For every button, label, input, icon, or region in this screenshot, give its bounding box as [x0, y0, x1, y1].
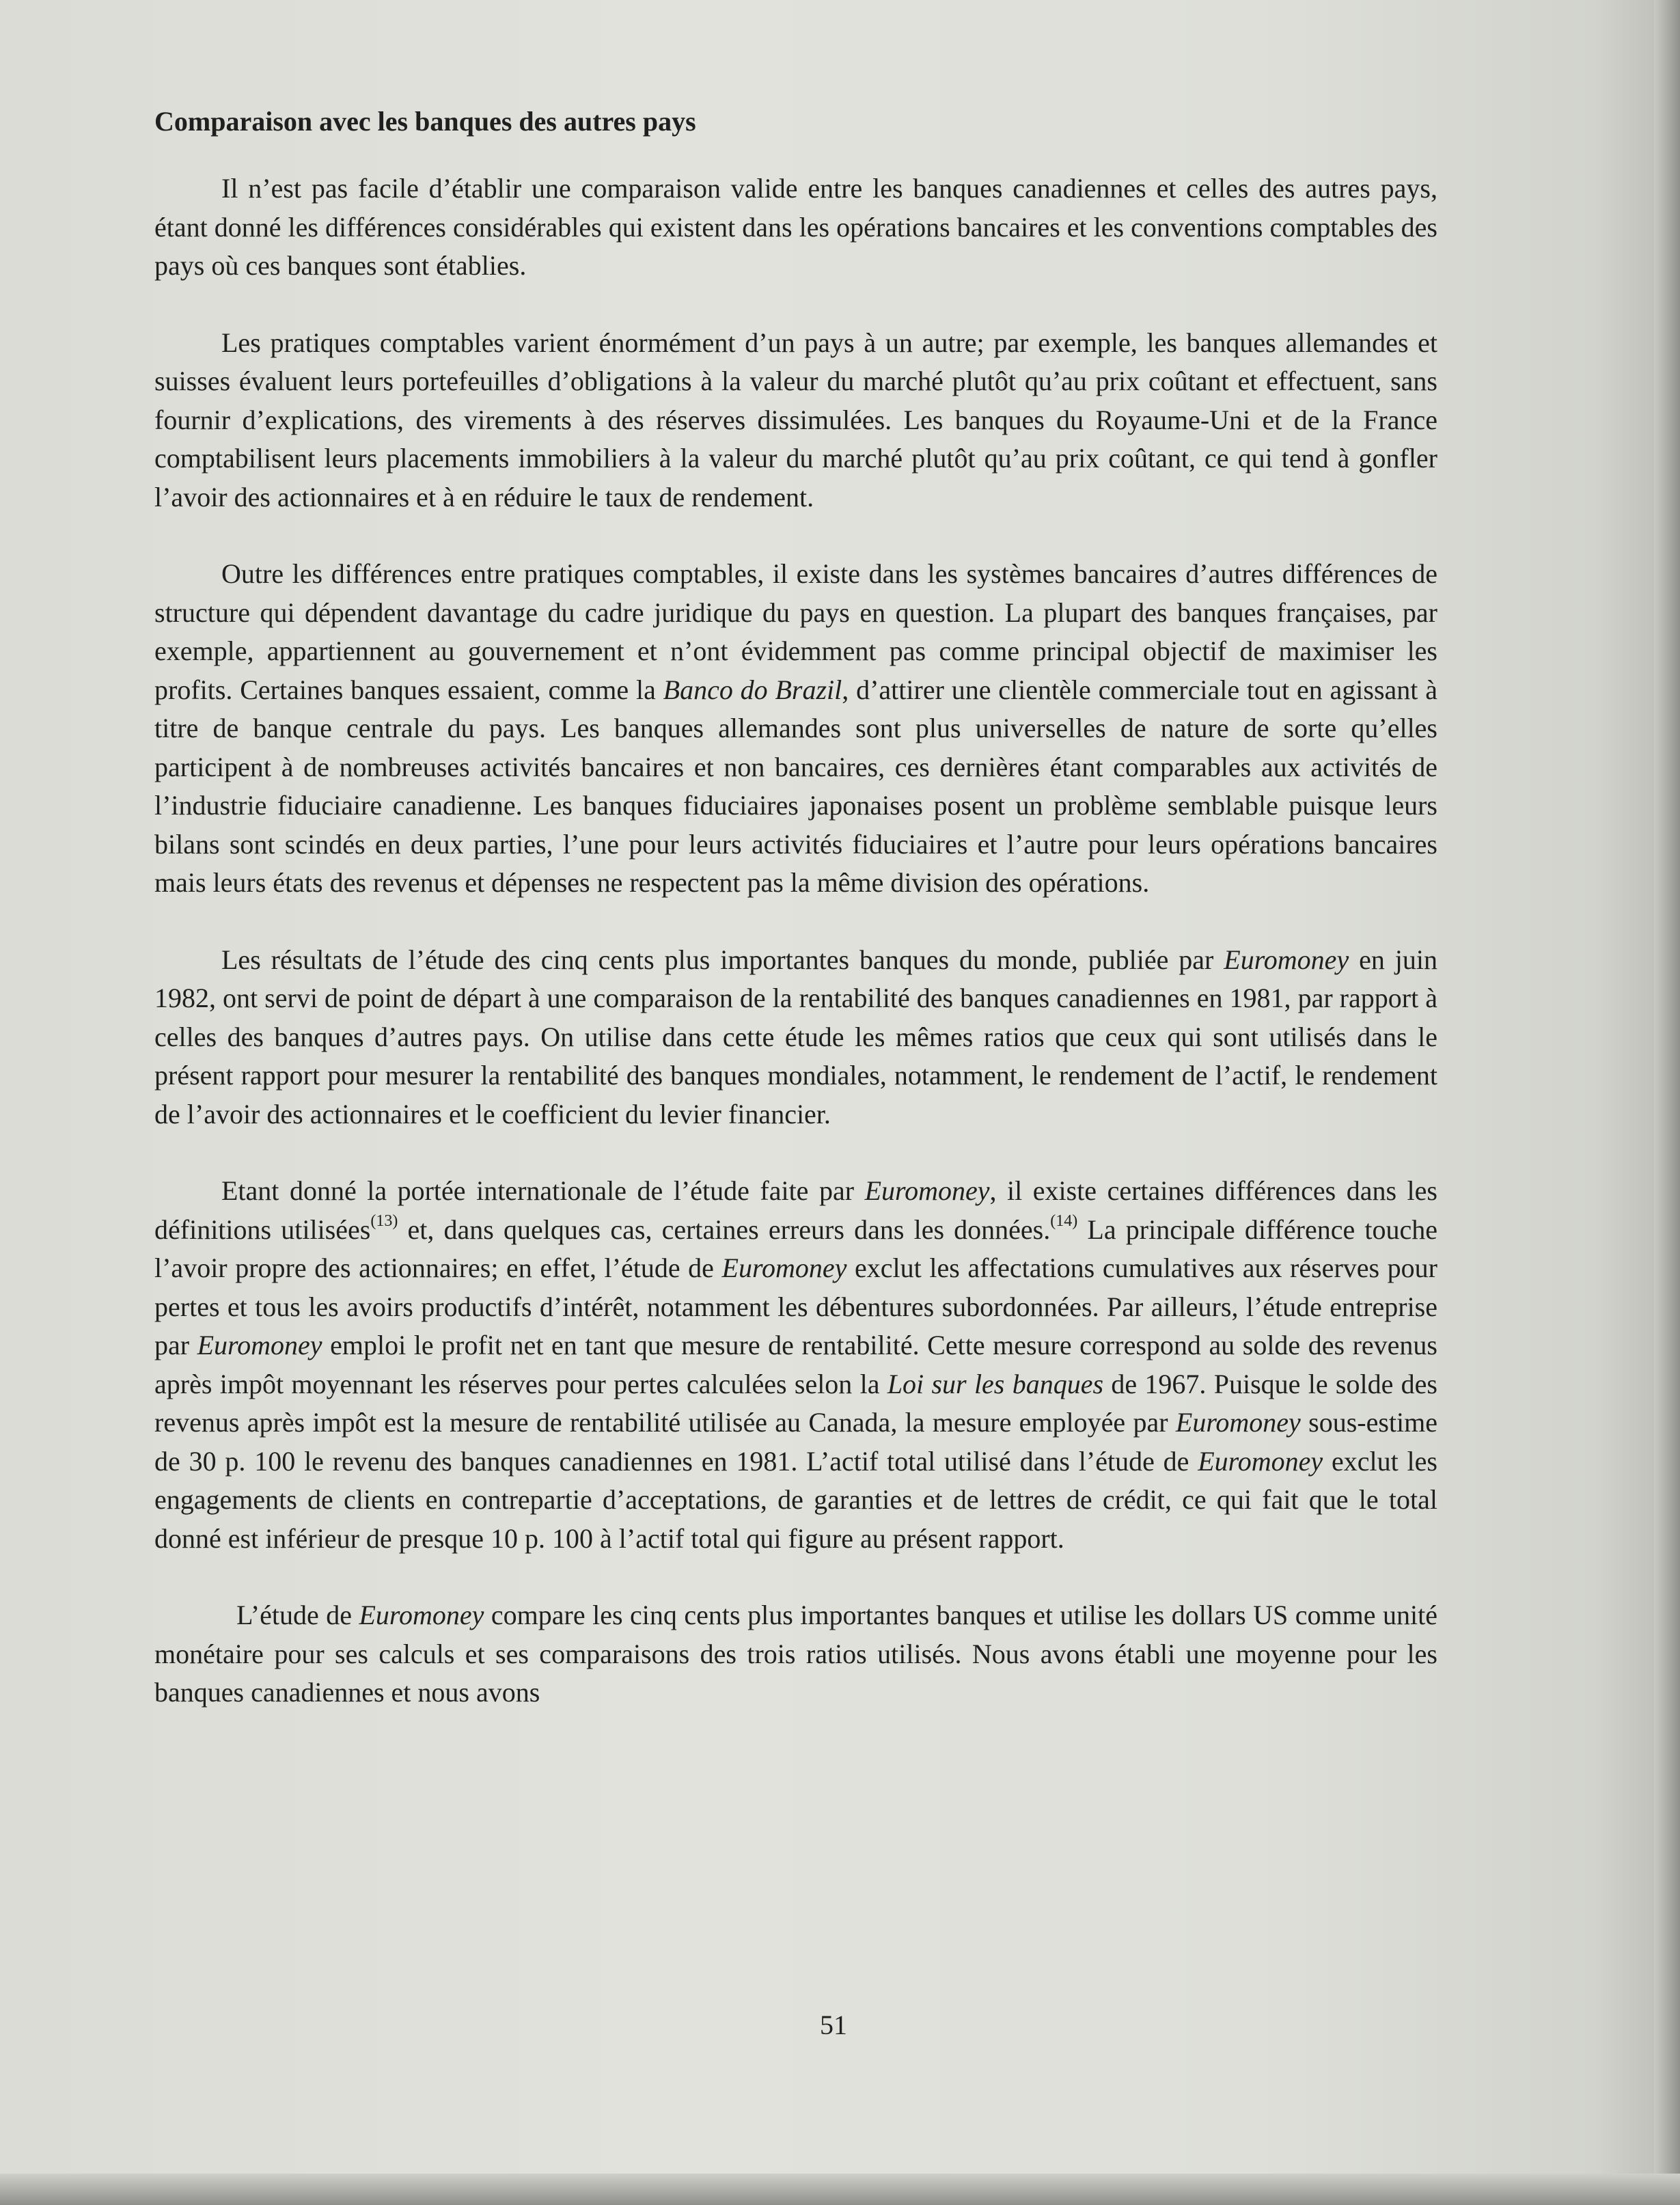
paragraph-5-text-c: et, dans quelques cas, certaines erreurs dans les données. — [398, 1214, 1051, 1245]
paragraph-5-italic-6: Euromoney — [1198, 1445, 1323, 1477]
footnote-ref-14: (14) — [1050, 1212, 1078, 1231]
section-heading: Comparaison avec les banques des autres pays — [154, 106, 696, 137]
paragraph-6-text-a: L’étude de — [236, 1600, 359, 1630]
paragraph-4-text-a: Les résultats de l’étude des cinq cents plus importantes banques du monde, publiée par — [221, 944, 1224, 975]
bottom-edge-shadow — [0, 2174, 1680, 2205]
paragraph-2: Les pratiques comptables varient énormément d’un pays à un autre; par exemple, les banques allemandes et suisses évaluent leurs portefeuilles d’obligations à la valeur du marché plutôt qu’au prix coûtant et effectuent, sans fournir d’explications, des virements à des réserves dissimulées. Les banques du Royaume-Uni et de la France comptabilisent leurs placements immobiliers à la valeur du marché plutôt qu’au prix coûtant, ce qui tend à gonfler l’avoir des actionnaires et à en réduire le taux de rendement. — [154, 327, 1437, 512]
paragraph-5-italic-4: Loi sur les banques — [887, 1368, 1104, 1399]
paragraph-6-text-b: compare les cinq cents plus importantes banques et utilise les dollars US comme unité monétaire pour ses calculs et ses comparaisons des trois ratios utilisés. Nous avons établi une moyenne pour les banques canadiennes et nous avons — [154, 1600, 1437, 1708]
paragraph-6-italic-1: Euromoney — [359, 1600, 484, 1630]
paragraph-4-italic-1: Euromoney — [1224, 944, 1349, 975]
paragraph-5-italic-2: Euromoney — [721, 1252, 847, 1283]
footnote-ref-13: (13) — [370, 1212, 398, 1231]
paragraph-5-text-h: sous-estime de 30 p. 100 le revenu des banques canadiennes en 1981. L’actif total utilisé dans l’étude de — [154, 1407, 1438, 1477]
paragraph-1: Il n’est pas facile d’établir une comparaison valide entre les banques canadiennes et celles des autres pays, étant donné les différences considérables qui existent dans les opérations bancaires et les conventions comptables des pays où ces banques sont établies. — [154, 173, 1437, 281]
paragraph-5-text-d: La principale différence touche l’avoir propre des actionnaires; en effet, l’étude de — [154, 1214, 1437, 1283]
paragraph-3-text-a: Outre les différences entre pratiques comptables, il existe dans les systèmes bancaires d’autres différences de structure qui dépendent davantage du cadre juridique du pays en question. La plupart des banques françaises, par exemple, appartiennent au gouvernement et n’ont évidemment pas comme principal objectif de maximiser les profits. Certaines banques essaient, comme la — [154, 558, 1437, 705]
paragraph-5 — [154, 1172, 1437, 1558]
paragraph-5-italic-1: Euromoney — [864, 1175, 990, 1206]
paragraph-5-text-b: , il existe certaines différences dans les définitions utilisées — [154, 1175, 1437, 1245]
text-body — [154, 102, 1437, 1712]
paragraph-5-italic-5: Euromoney — [1175, 1407, 1301, 1438]
paragraph-4 — [154, 941, 1437, 1134]
paragraph-5-text-i: exclut les engagements de clients en contrepartie d’acceptations, de garanties et de lettres de crédit, ce qui fait que le total donné est inférieur de presque 10 p. 100 à l’actif total qui figure au présent rapport. — [154, 1445, 1437, 1554]
paragraph-3-italic-1: Banco do Brazil — [663, 674, 842, 705]
page-number: 51 — [820, 2010, 847, 2040]
paragraph-3 — [154, 555, 1437, 903]
page-edge-shadow — [1654, 0, 1680, 2205]
paragraph-5-text-f: emploi le profit net en tant que mesure de rentabilité. Cette mesure correspond au solde des revenus après impôt moyennant les réserves pour pertes calculées selon la — [154, 1330, 1437, 1399]
paragraph-5-text-a: Etant donné la portée internationale de l’étude faite par — [221, 1175, 865, 1206]
paragraph-6 — [154, 1596, 1437, 1712]
paragraph-5-text-e: exclut les affectations cumulatives aux réserves pour pertes et tous les avoirs productifs d’intérêt, notamment les débentures subordonnées. Par ailleurs, l’étude entreprise par — [154, 1252, 1437, 1360]
paragraph-5-text-g: de 1967. Puisque le solde des revenus après impôt est la mesure de rentabilité utilisée au Canada, la mesure employée par — [154, 1368, 1437, 1438]
paragraph-5-italic-3: Euromoney — [197, 1330, 322, 1360]
paragraph-3-text-b: , d’attirer une clientèle commerciale tout en agissant à titre de banque centrale du pays. Les banques allemandes sont plus universelles de nature de sorte qu’elles participent à de nombreuses activités bancaires et non bancaires, ces dernières étant comparables aux activités de l’industrie fiduciaire canadienne. Les banques fiduciaires japonaises posent un problème semblable puisque leurs bilans sont scindés en deux parties, l’une pour leurs activités fiduciaires et l’autre pour leurs opérations bancaires mais leurs états des revenus et dépenses ne respectent pas la même division des opérations. — [154, 674, 1437, 898]
paragraph-4-text-b: en juin 1982, ont servi de point de départ à une comparaison de la rentabilité des banques canadiennes en 1981, par rapport à celles des banques d’autres pays. On utilise dans cette étude les mêmes ratios que ceux qui sont utilisés dans le présent rapport pour mesurer la rentabilité des banques mondiales, notamment, le rendement de l’actif, le rendement de l’avoir des actionnaires et le coefficient du levier financier. — [154, 944, 1438, 1129]
